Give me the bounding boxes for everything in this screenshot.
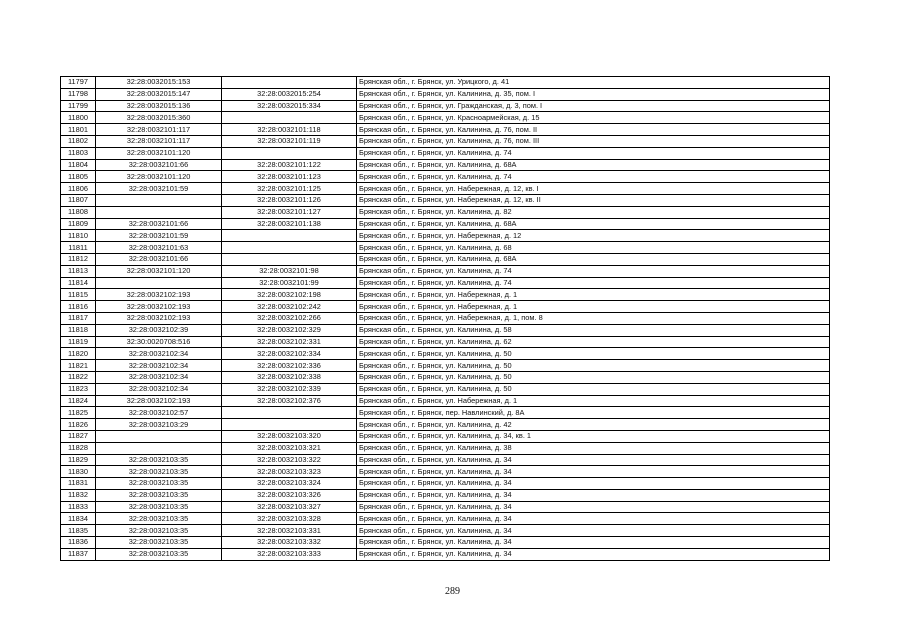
cadastral-number-cell: 32:28:0032101:120: [96, 265, 222, 277]
page-number: 289: [445, 586, 460, 597]
table-row: [61, 218, 830, 230]
address-cell: Брянская обл., г. Брянск, ул. Набережная, д. 12: [357, 230, 830, 242]
related-cadastral-number-cell: 32:28:0032102:266: [222, 312, 357, 324]
address-cell: Брянская обл., г. Брянск, ул. Калинина, д. 76, пом. III: [357, 135, 830, 147]
table-row: [61, 242, 830, 254]
cadastral-number-cell: 32:28:0032015:360: [96, 112, 222, 124]
related-cadastral-number-cell: 32:28:0032102:376: [222, 395, 357, 407]
row-number-cell: 11804: [61, 159, 96, 171]
row-number-cell: 11818: [61, 324, 96, 336]
row-number-cell: 11816: [61, 301, 96, 313]
address-cell: Брянская обл., г. Брянск, ул. Набережная, д. 12, кв. I: [357, 183, 830, 195]
related-cadastral-number-cell: 32:28:0032102:242: [222, 301, 357, 313]
table-row: [61, 265, 830, 277]
cadastral-number-cell: 32:28:0032015:147: [96, 88, 222, 100]
related-cadastral-number-cell: 32:28:0032103:331: [222, 525, 357, 537]
address-cell: Брянская обл., г. Брянск, ул. Калинина, д. 34: [357, 489, 830, 501]
cadastral-number-cell: 32:30:0020708:516: [96, 336, 222, 348]
address-cell: Брянская обл., г. Брянск, ул. Калинина, д. 50: [357, 383, 830, 395]
address-cell: Брянская обл., г. Брянск, ул. Калинина, д. 38: [357, 442, 830, 454]
related-cadastral-number-cell: 32:28:0032103:328: [222, 513, 357, 525]
table-row: [61, 395, 830, 407]
address-cell: Брянская обл., г. Брянск, ул. Калинина, д. 34: [357, 548, 830, 560]
address-cell: Брянская обл., г. Брянск, ул. Калинина, д. 82: [357, 206, 830, 218]
row-number-cell: 11824: [61, 395, 96, 407]
cadastral-number-cell: 32:28:0032015:136: [96, 100, 222, 112]
related-cadastral-number-cell: 32:28:0032103:332: [222, 537, 357, 549]
row-number-cell: 11807: [61, 194, 96, 206]
related-cadastral-number-cell: [222, 77, 357, 89]
row-number-cell: 11830: [61, 466, 96, 478]
cadastral-number-cell: 32:28:0032103:35: [96, 478, 222, 490]
row-number-cell: 11802: [61, 135, 96, 147]
address-cell: Брянская обл., г. Брянск, ул. Набережная, д. 1: [357, 395, 830, 407]
related-cadastral-number-cell: 32:28:0032015:334: [222, 100, 357, 112]
row-number-cell: 11828: [61, 442, 96, 454]
row-number-cell: 11814: [61, 277, 96, 289]
address-cell: Брянская обл., г. Брянск, ул. Калинина, д. 68А: [357, 218, 830, 230]
address-cell: Брянская обл., г. Брянск, ул. Набережная, д. 1: [357, 301, 830, 313]
address-cell: Брянская обл., г. Брянск, ул. Красноармейская, д. 15: [357, 112, 830, 124]
table-row: [61, 466, 830, 478]
table-row: [61, 360, 830, 372]
related-cadastral-number-cell: 32:28:0032103:321: [222, 442, 357, 454]
table-row: [61, 430, 830, 442]
table-row: [61, 501, 830, 513]
cadastral-number-cell: 32:28:0032102:57: [96, 407, 222, 419]
related-cadastral-number-cell: 32:28:0032101:123: [222, 171, 357, 183]
table-row: [61, 312, 830, 324]
table-row: [61, 171, 830, 183]
row-number-cell: 11797: [61, 77, 96, 89]
related-cadastral-number-cell: 32:28:0032102:331: [222, 336, 357, 348]
cadastral-number-cell: 32:28:0032101:59: [96, 230, 222, 242]
table-row: [61, 407, 830, 419]
cadastral-number-cell: 32:28:0032102:34: [96, 360, 222, 372]
row-number-cell: 11808: [61, 206, 96, 218]
address-cell: Брянская обл., г. Брянск, ул. Калинина, д. 34: [357, 513, 830, 525]
address-cell: Брянская обл., г. Брянск, ул. Калинина, д. 68А: [357, 159, 830, 171]
related-cadastral-number-cell: [222, 407, 357, 419]
row-number-cell: 11813: [61, 265, 96, 277]
cadastral-number-cell: 32:28:0032101:66: [96, 159, 222, 171]
table-row: [61, 478, 830, 490]
address-cell: Брянская обл., г. Брянск, ул. Урицкого, д. 41: [357, 77, 830, 89]
row-number-cell: 11815: [61, 289, 96, 301]
table-row: [61, 147, 830, 159]
related-cadastral-number-cell: [222, 253, 357, 265]
cadastral-number-cell: 32:28:0032101:120: [96, 171, 222, 183]
cadastral-number-cell: 32:28:0032102:193: [96, 289, 222, 301]
cadastral-number-cell: [96, 430, 222, 442]
cadastral-number-cell: 32:28:0032101:66: [96, 253, 222, 265]
address-cell: Брянская обл., г. Брянск, ул. Калинина, д. 42: [357, 419, 830, 431]
address-cell: Брянская обл., г. Брянск, ул. Набережная, д. 1, пом. 8: [357, 312, 830, 324]
address-cell: Брянская обл., г. Брянск, ул. Калинина, д. 74: [357, 265, 830, 277]
cadastral-number-cell: 32:28:0032103:35: [96, 537, 222, 549]
related-cadastral-number-cell: 32:28:0032103:327: [222, 501, 357, 513]
cadastral-number-cell: 32:28:0032101:120: [96, 147, 222, 159]
cadastral-number-cell: 32:28:0032103:35: [96, 489, 222, 501]
address-cell: Брянская обл., г. Брянск, ул. Калинина, д. 76, пом. II: [357, 124, 830, 136]
row-number-cell: 11825: [61, 407, 96, 419]
related-cadastral-number-cell: 32:28:0032101:119: [222, 135, 357, 147]
table-row: [61, 88, 830, 100]
cadastral-number-cell: 32:28:0032102:34: [96, 383, 222, 395]
row-number-cell: 11819: [61, 336, 96, 348]
related-cadastral-number-cell: 32:28:0032103:320: [222, 430, 357, 442]
cadastral-number-cell: 32:28:0032101:117: [96, 135, 222, 147]
table-row: [61, 537, 830, 549]
address-cell: Брянская обл., г. Брянск, ул. Калинина, д. 34: [357, 478, 830, 490]
table-row: [61, 100, 830, 112]
cadastral-number-cell: 32:28:0032103:35: [96, 513, 222, 525]
cadastral-number-cell: 32:28:0032101:66: [96, 218, 222, 230]
related-cadastral-number-cell: 32:28:0032103:324: [222, 478, 357, 490]
address-cell: Брянская обл., г. Брянск, ул. Набережная, д. 12, кв. II: [357, 194, 830, 206]
cadastral-number-cell: 32:28:0032103:35: [96, 548, 222, 560]
row-number-cell: 11805: [61, 171, 96, 183]
row-number-cell: 11800: [61, 112, 96, 124]
related-cadastral-number-cell: 32:28:0032101:126: [222, 194, 357, 206]
table-row: [61, 253, 830, 265]
address-cell: Брянская обл., г. Брянск, ул. Калинина, д. 62: [357, 336, 830, 348]
row-number-cell: 11826: [61, 419, 96, 431]
cadastral-number-cell: 32:28:0032103:35: [96, 501, 222, 513]
row-number-cell: 11798: [61, 88, 96, 100]
cadastral-number-cell: 32:28:0032101:59: [96, 183, 222, 195]
table-row: [61, 112, 830, 124]
row-number-cell: 11829: [61, 454, 96, 466]
table-row: [61, 525, 830, 537]
address-cell: Брянская обл., г. Брянск, ул. Калинина, д. 34: [357, 525, 830, 537]
table-row: [61, 301, 830, 313]
related-cadastral-number-cell: 32:28:0032101:125: [222, 183, 357, 195]
related-cadastral-number-cell: 32:28:0032101:118: [222, 124, 357, 136]
cadastral-number-cell: 32:28:0032102:193: [96, 301, 222, 313]
table-row: [61, 489, 830, 501]
table-row: [61, 371, 830, 383]
cadastral-number-cell: 32:28:0032102:39: [96, 324, 222, 336]
cadastral-number-cell: 32:28:0032103:35: [96, 454, 222, 466]
row-number-cell: 11822: [61, 371, 96, 383]
row-number-cell: 11806: [61, 183, 96, 195]
cadastral-number-cell: 32:28:0032101:63: [96, 242, 222, 254]
related-cadastral-number-cell: 32:28:0032103:326: [222, 489, 357, 501]
cadastral-number-cell: 32:28:0032102:193: [96, 395, 222, 407]
address-cell: Брянская обл., г. Брянск, ул. Калинина, д. 50: [357, 360, 830, 372]
table-row: [61, 124, 830, 136]
related-cadastral-number-cell: 32:28:0032102:198: [222, 289, 357, 301]
row-number-cell: 11820: [61, 348, 96, 360]
cadastral-number-cell: [96, 442, 222, 454]
registry-table-body: [61, 77, 830, 561]
row-number-cell: 11823: [61, 383, 96, 395]
related-cadastral-number-cell: 32:28:0032103:322: [222, 454, 357, 466]
row-number-cell: 11831: [61, 478, 96, 490]
table-row: [61, 454, 830, 466]
related-cadastral-number-cell: 32:28:0032102:336: [222, 360, 357, 372]
address-cell: Брянская обл., г. Брянск, пер. Навлинский, д. 8А: [357, 407, 830, 419]
row-number-cell: 11837: [61, 548, 96, 560]
table-row: [61, 336, 830, 348]
table-row: [61, 230, 830, 242]
address-cell: Брянская обл., г. Брянск, ул. Калинина, д. 68А: [357, 253, 830, 265]
row-number-cell: 11833: [61, 501, 96, 513]
table-row: [61, 548, 830, 560]
table-row: [61, 383, 830, 395]
table-row: [61, 159, 830, 171]
address-cell: Брянская обл., г. Брянск, ул. Гражданская, д. 3, пом. I: [357, 100, 830, 112]
cadastral-number-cell: [96, 206, 222, 218]
row-number-cell: 11835: [61, 525, 96, 537]
related-cadastral-number-cell: [222, 242, 357, 254]
cadastral-number-cell: [96, 277, 222, 289]
related-cadastral-number-cell: 32:28:0032102:339: [222, 383, 357, 395]
address-cell: Брянская обл., г. Брянск, ул. Калинина, д. 34: [357, 466, 830, 478]
related-cadastral-number-cell: [222, 230, 357, 242]
address-cell: Брянская обл., г. Брянск, ул. Калинина, д. 34: [357, 501, 830, 513]
related-cadastral-number-cell: 32:28:0032101:99: [222, 277, 357, 289]
related-cadastral-number-cell: 32:28:0032101:98: [222, 265, 357, 277]
related-cadastral-number-cell: 32:28:0032101:122: [222, 159, 357, 171]
related-cadastral-number-cell: [222, 147, 357, 159]
address-cell: Брянская обл., г. Брянск, ул. Калинина, д. 50: [357, 371, 830, 383]
related-cadastral-number-cell: 32:28:0032015:254: [222, 88, 357, 100]
row-number-cell: 11809: [61, 218, 96, 230]
table-row: [61, 183, 830, 195]
row-number-cell: 11811: [61, 242, 96, 254]
property-registry-table: [60, 76, 830, 561]
cadastral-number-cell: 32:28:0032102:34: [96, 371, 222, 383]
cadastral-number-cell: 32:28:0032102:193: [96, 312, 222, 324]
table-row: [61, 289, 830, 301]
address-cell: Брянская обл., г. Брянск, ул. Калинина, д. 68: [357, 242, 830, 254]
address-cell: Брянская обл., г. Брянск, ул. Набережная, д. 1: [357, 289, 830, 301]
address-cell: Брянская обл., г. Брянск, ул. Калинина, д. 34: [357, 537, 830, 549]
related-cadastral-number-cell: 32:28:0032103:333: [222, 548, 357, 560]
table-row: [61, 194, 830, 206]
related-cadastral-number-cell: 32:28:0032101:127: [222, 206, 357, 218]
address-cell: Брянская обл., г. Брянск, ул. Калинина, д. 34: [357, 454, 830, 466]
table-row: [61, 513, 830, 525]
table-row: [61, 277, 830, 289]
address-cell: Брянская обл., г. Брянск, ул. Калинина, д. 74: [357, 277, 830, 289]
related-cadastral-number-cell: 32:28:0032103:323: [222, 466, 357, 478]
cadastral-number-cell: 32:28:0032103:35: [96, 466, 222, 478]
table-row: [61, 135, 830, 147]
table-row: [61, 442, 830, 454]
related-cadastral-number-cell: 32:28:0032102:329: [222, 324, 357, 336]
row-number-cell: 11827: [61, 430, 96, 442]
row-number-cell: 11812: [61, 253, 96, 265]
row-number-cell: 11817: [61, 312, 96, 324]
address-cell: Брянская обл., г. Брянск, ул. Калинина, д. 50: [357, 348, 830, 360]
address-cell: Брянская обл., г. Брянск, ул. Калинина, д. 35, пом. I: [357, 88, 830, 100]
row-number-cell: 11801: [61, 124, 96, 136]
row-number-cell: 11836: [61, 537, 96, 549]
table-row: [61, 77, 830, 89]
cadastral-number-cell: 32:28:0032102:34: [96, 348, 222, 360]
address-cell: Брянская обл., г. Брянск, ул. Калинина, д. 74: [357, 171, 830, 183]
row-number-cell: 11834: [61, 513, 96, 525]
related-cadastral-number-cell: 32:28:0032101:138: [222, 218, 357, 230]
cadastral-number-cell: 32:28:0032103:29: [96, 419, 222, 431]
address-cell: Брянская обл., г. Брянск, ул. Калинина, д. 74: [357, 147, 830, 159]
table-row: [61, 348, 830, 360]
table-row: [61, 324, 830, 336]
related-cadastral-number-cell: [222, 112, 357, 124]
address-cell: Брянская обл., г. Брянск, ул. Калинина, д. 34, кв. 1: [357, 430, 830, 442]
related-cadastral-number-cell: 32:28:0032102:334: [222, 348, 357, 360]
cadastral-number-cell: 32:28:0032015:153: [96, 77, 222, 89]
row-number-cell: 11803: [61, 147, 96, 159]
row-number-cell: 11799: [61, 100, 96, 112]
cadastral-number-cell: 32:28:0032101:117: [96, 124, 222, 136]
row-number-cell: 11810: [61, 230, 96, 242]
cadastral-number-cell: [96, 194, 222, 206]
table-row: [61, 419, 830, 431]
table-row: [61, 206, 830, 218]
related-cadastral-number-cell: 32:28:0032102:338: [222, 371, 357, 383]
row-number-cell: 11832: [61, 489, 96, 501]
related-cadastral-number-cell: [222, 419, 357, 431]
cadastral-number-cell: 32:28:0032103:35: [96, 525, 222, 537]
address-cell: Брянская обл., г. Брянск, ул. Калинина, д. 58: [357, 324, 830, 336]
row-number-cell: 11821: [61, 360, 96, 372]
